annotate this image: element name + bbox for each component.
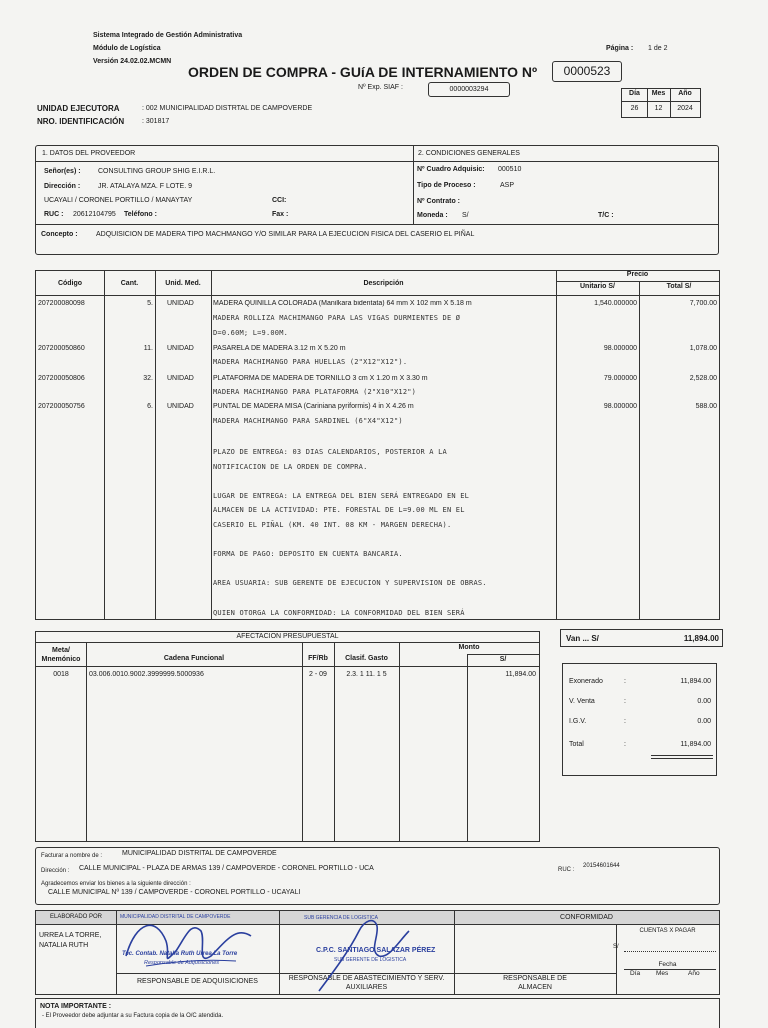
colon: :: [624, 718, 626, 725]
nota-title: NOTA IMPORTANTE :: [40, 1003, 112, 1010]
ano-label: Año: [688, 970, 700, 977]
siaf-value: 0000003294: [449, 86, 489, 93]
budget-title: AFECTACION PRESUPUESTAL: [236, 633, 339, 640]
note-line: [213, 474, 487, 489]
row4-desc: PUNTAL DE MADERA MISA (Cariniana pyriformis) 4 in X 4.26 m: [213, 403, 414, 410]
direccion-value: JR. ATALAYA MZA. F LOTE. 9: [98, 183, 193, 190]
delivery-notes: [213, 445, 487, 620]
stamp1-name: Tec. Contab. Natalia Ruth Urrea La Torre: [122, 951, 238, 957]
budget-ffrb: 2 - 09: [309, 671, 327, 678]
row1-desc: MADERA QUINILLA COLORADA (Manilkara bidentata) 64 mm X 102 mm X 5.18 m: [213, 300, 472, 307]
senor-value: CONSULTING GROUP SHIG E.I.R.L.: [98, 168, 216, 175]
adquisiciones-label: RESPONSABLE DE ADQUISICIONES: [137, 978, 258, 985]
row4-codigo: 207200050756: [38, 403, 85, 410]
ffrb-header: FF/Rb: [308, 655, 328, 662]
page-value: 1 de 2: [648, 45, 668, 52]
module-name: Módulo de Logística: [93, 45, 161, 52]
note-line: [213, 562, 487, 577]
row3-codigo: 207200050806: [38, 375, 85, 382]
elaborado-label: ELABORADO POR: [49, 914, 102, 920]
senor-label: Señor(es) :: [44, 168, 81, 175]
colon: :: [624, 698, 626, 705]
moneda-label: Moneda :: [417, 212, 448, 219]
col-cant: Cant.: [120, 280, 139, 287]
telefono-label: Teléfono :: [124, 211, 157, 218]
budget-table: [35, 631, 540, 842]
row1-unitario: 1,540.000000: [594, 300, 637, 307]
row2-unid: UNIDAD: [167, 345, 194, 352]
row2-codigo: 207200050860: [38, 345, 85, 352]
provider-location: UCAYALI / CORONEL PORTILLO / MANAYTAY: [44, 197, 193, 204]
van-label: Van ... S/: [566, 634, 599, 643]
order-number: 0000523: [563, 64, 611, 78]
vventa-label: V. Venta: [569, 698, 595, 705]
col-unid: Unid. Med.: [165, 280, 201, 287]
col-unitario: Unitario S/: [579, 283, 615, 290]
envio-label: Agradecemos enviar los bienes a la siguiente dirección :: [41, 881, 191, 887]
van-box: [560, 629, 723, 647]
stamp1-header: MUNICIPALIDAD DISTRITAL DE CAMPOVERDE: [120, 914, 231, 920]
conformidad-label: CONFORMIDAD: [560, 914, 613, 921]
row1-sub2: D=0.60M; L=9.00M.: [213, 329, 289, 337]
date-month-value: 12: [654, 105, 663, 112]
row2-unitario: 98.000000: [603, 345, 637, 352]
almacen-label: RESPONSABLE DE ALMACEN: [503, 975, 567, 991]
row2-sub1: MADERA MACHIMANGO PARA HUELLAS (2"X12"X12").: [213, 358, 408, 366]
clasif-header: Clasif. Gasto: [345, 655, 388, 662]
siaf-box: [428, 82, 510, 97]
tc-label: T/C :: [598, 212, 614, 219]
row3-cant: 32.: [143, 375, 153, 382]
abastecimiento-label: RESPONSABLE DE ABASTECIMIENTO Y SERV. AUXILIARES: [288, 975, 445, 991]
stamp2-header: SUB GERENCIA DE LOGISTICA: [304, 915, 378, 921]
fecha-label: Fecha: [658, 961, 677, 968]
cuentas-currency: S/: [613, 944, 619, 950]
dia-label: Día: [630, 970, 641, 977]
row4-total: 588.00: [695, 403, 717, 410]
row1-total: 7,700.00: [689, 300, 717, 307]
date-day-value: 26: [630, 105, 639, 112]
direccion-label: Dirección :: [44, 183, 81, 190]
col-codigo: Código: [57, 280, 83, 287]
vventa-value: 0.00: [697, 698, 711, 705]
colon: :: [624, 741, 626, 748]
note-line: AREA USUARIA: SUB GERENTE DE EJECUCION Y SUPERVISION DE OBRAS.: [213, 579, 487, 588]
budget-monto: 11,894.00: [505, 671, 536, 678]
row2-desc: PASARELA DE MADERA 3.12 m X 5.20 m: [213, 345, 346, 352]
budget-meta: 0018: [53, 671, 69, 678]
cuadro-label: Nº Cuadro Adquisic:: [417, 166, 485, 173]
col-descripcion: Descripción: [363, 280, 404, 287]
moneda-value: S/: [462, 212, 469, 219]
row1-codigo: 207200080098: [38, 300, 85, 307]
note-line: FORMA DE PAGO: DEPOSITO EN CUENTA BANCARIA.: [213, 550, 403, 559]
note-line: QUIEN OTORGA LA CONFORMIDAD: LA CONFORMIDAD DEL BIEN SERÁ: [213, 608, 465, 617]
page-label: Página :: [606, 45, 634, 52]
stamp1-role: Responsable de Adquisiciones: [144, 960, 220, 966]
concepto-label: Concepto :: [41, 231, 78, 238]
nro-value: : 301817: [142, 118, 170, 125]
provider-section: [35, 145, 719, 255]
ruc-value: 20612104795: [73, 211, 116, 218]
billing-ruc-value: 20154601644: [583, 863, 620, 869]
unidad-value: : 002 MUNICIPALIDAD DISTRTAL DE CAMPOVERDE: [142, 105, 313, 112]
stamp2-name: C.P.C. SANTIAGO SALAZAR PÉREZ: [316, 947, 436, 954]
proceso-value: ASP: [500, 182, 515, 189]
row1-sub1: MADERA ROLLIZA MACHIMANGO PARA LAS VIGAS DURMIENTES DE Ø: [213, 314, 461, 322]
cci-label: CCI:: [272, 197, 287, 204]
items-table: [35, 270, 720, 620]
monto-header: Monto: [458, 644, 480, 651]
date-day-label: Día: [629, 90, 640, 97]
date-year-value: 2024: [677, 105, 693, 112]
billing-direccion-value: CALLE MUNICIPAL - PLAZA DE ARMAS 139 / CAMPOVERDE - CORONEL PORTILLO - UCA: [79, 865, 374, 872]
budget-clasif: 2.3. 1 11. 1 5: [346, 671, 387, 678]
row4-unid: UNIDAD: [167, 403, 194, 410]
stamp2-role: SUB GERENTE DE LOGISTICA: [334, 957, 407, 963]
note-line: PLAZO DE ENTREGA: 03 DIAS CALENDARIOS, POSTERIOR A LA: [213, 448, 447, 456]
row3-unitario: 79.000000: [603, 375, 637, 382]
budget-cadena: 03.006.0010.9002.3999999.5000936: [89, 671, 204, 678]
row4-cant: 6.: [147, 403, 153, 410]
date-month-label: Mes: [651, 90, 666, 97]
note-line: [213, 591, 487, 606]
row1-unid: UNIDAD: [167, 300, 194, 307]
igv-label: I.G.V.: [569, 718, 587, 725]
van-value: 11,894.00: [683, 634, 719, 643]
col-precio: Precio: [626, 271, 649, 278]
row1-cant: 5.: [147, 300, 153, 307]
mes-label: Mes: [656, 970, 669, 977]
note-line: [213, 533, 487, 548]
colon: :: [624, 678, 626, 685]
meta-header: Meta/ Mnemónico: [41, 647, 81, 663]
siaf-label: Nº Exp. SIAF :: [358, 84, 403, 91]
row4-sub1: MADERA MACHIMANGO PARA SARDINEL (6"X4"X12"): [213, 417, 403, 425]
concepto-value: ADQUISICION DE MADERA TIPO MACHMANGO Y/O SIMILAR PARA LA EJECUCION FISICA DEL CASERIO EL PIÑAL: [96, 231, 475, 238]
document-title: ORDEN DE COMPRA - GUíA DE INTERNAMIENTO Nº: [188, 64, 538, 80]
note-line: ALMACEN DE LA ACTIVIDAD: PTE. FORESTAL DE L=9.00 ML EN EL: [213, 506, 465, 515]
totals-box: [562, 663, 717, 776]
signatures-section: [35, 910, 720, 995]
conditions-title: 2. CONDICIONES GENERALES: [418, 150, 520, 157]
elaborado-name: URREA LA TORRE, NATALIA RUTH: [39, 932, 102, 949]
monto-currency: S/: [499, 656, 507, 663]
total-value: 11,894.00: [680, 741, 711, 748]
ruc-label: RUC :: [44, 211, 64, 218]
exonerado-label: Exonerado: [569, 678, 603, 685]
billing-direccion-label: Dirección :: [41, 868, 70, 874]
facturar-label: Facturar a nombre de :: [41, 853, 103, 859]
cuentas-label: CUENTAS X PAGAR: [639, 928, 696, 934]
signature-adquisiciones: [116, 911, 286, 981]
note-line: LUGAR DE ENTREGA: LA ENTREGA DEL BIEN SERÁ ENTREGADO EN EL: [213, 491, 470, 500]
billing-section: [35, 847, 720, 905]
note-line: CASERIO EL PIÑAL (KM. 40 INT. 08 KM - MARGEN DERECHA).: [213, 520, 452, 529]
nota-line: - El Proveedor debe adjuntar a su Factura copia de la O/C atendida.: [42, 1013, 224, 1019]
col-total: Total S/: [666, 283, 692, 290]
signature-abastecimiento: [279, 911, 454, 996]
version-label: Versión 24.02.02.MCMN: [93, 58, 172, 65]
nro-label: NRO. IDENTIFICACIÓN: [37, 117, 125, 126]
date-year-label: Año: [678, 90, 692, 97]
exonerado-value: 11,894.00: [680, 678, 711, 685]
row3-unid: UNIDAD: [167, 375, 194, 382]
row2-total: 1,078.00: [689, 345, 717, 352]
total-label: Total: [569, 741, 584, 748]
row3-desc: PLATAFORMA DE MADERA DE TORNILLO 3 cm X 1.20 m X 3.30 m: [213, 375, 428, 382]
facturar-value: MUNICIPALIDAD DISTRITAL DE CAMPOVERDE: [122, 850, 277, 857]
row3-sub1: MADERA MACHIMANGO PARA PLATAFORMA (2"X10"X12"): [213, 388, 417, 396]
row2-cant: 11.: [143, 345, 153, 352]
date-box: [621, 88, 701, 118]
row4-unitario: 98.000000: [603, 403, 637, 410]
cuadro-value: 000510: [498, 166, 522, 173]
contrato-label: Nº Contrato :: [417, 198, 460, 205]
provider-title: 1. DATOS DEL PROVEEDOR: [42, 150, 136, 157]
proceso-label: Tipo de Proceso :: [417, 182, 476, 189]
billing-ruc-label: RUC :: [558, 867, 575, 873]
row3-total: 2,528.00: [689, 375, 717, 382]
system-name: Sistema Integrado de Gestión Administrativa: [93, 32, 243, 39]
fax-label: Fax :: [272, 211, 289, 218]
igv-value: 0.00: [697, 718, 711, 725]
envio-value: CALLE MUNICIPAL Nº 139 / CAMPOVERDE - CORONEL PORTILLO - UCAYALI: [48, 889, 301, 896]
order-number-box: [552, 61, 622, 82]
note-line: NOTIFICACION DE LA ORDEN DE COMPRA.: [213, 462, 368, 471]
unidad-label: UNIDAD EJECUTORA: [37, 104, 120, 113]
cadena-header: Cadena Funcional: [163, 655, 225, 662]
